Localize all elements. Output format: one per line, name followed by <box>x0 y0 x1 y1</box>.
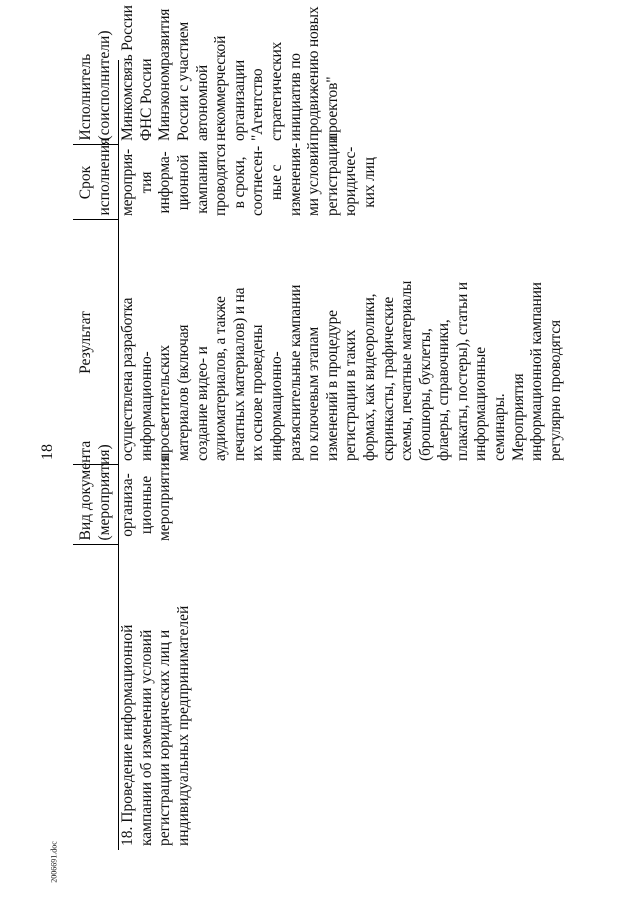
header-executor: Исполнитель (соисполнители) <box>73 60 119 145</box>
table-header-row <box>73 60 119 850</box>
cell-deadline: мероприя- тия информа- ционной кампании проводятся в сроки, соотнесен- ные с изменения- ми условий регистрации юридичес- ких лиц <box>119 135 378 216</box>
header-doc-type: Вид документа (мероприятия) <box>73 465 119 545</box>
cell-activity: 18. Проведение информационной кампании об изменении условий регистрации юридических лиц и индивидуальных предпринимателей <box>119 605 192 846</box>
cell-doc-type: организа- ционные мероприятия <box>119 455 174 541</box>
measures-table <box>73 5 565 850</box>
page-number: 18 <box>39 444 56 460</box>
cell-executor: Минкомсвязь России ФНС России Минэкономразвития России с участием автономной некоммерческой организации "Агентство стратегических инициатив по продвижению новых проектов" <box>119 5 341 141</box>
header-deadline: Срок исполнения <box>73 145 119 220</box>
file-label: 2006691.doc <box>49 841 59 883</box>
header-activity <box>73 545 119 850</box>
header-result: Результат <box>73 220 119 465</box>
cell-result: осуществлена разработка информационно- просветительских материалов (включая создание видео- и аудиоматериалов, а также печатных материалов) и на их основе проведены информационно- разъяснительные кампании по ключевым этапам изменений в процедуре регистрации в таких формах, как видеоролики, скринкасты, графические схемы, печатные материалы (брошюры, буклеты, флаеры, справочники, плакаты, постеры), статьи и информационные семинары. Мероприятия информационной кампании регулярно проводятся <box>119 280 564 461</box>
rotated-table-container <box>73 5 593 850</box>
table-row <box>119 60 566 850</box>
